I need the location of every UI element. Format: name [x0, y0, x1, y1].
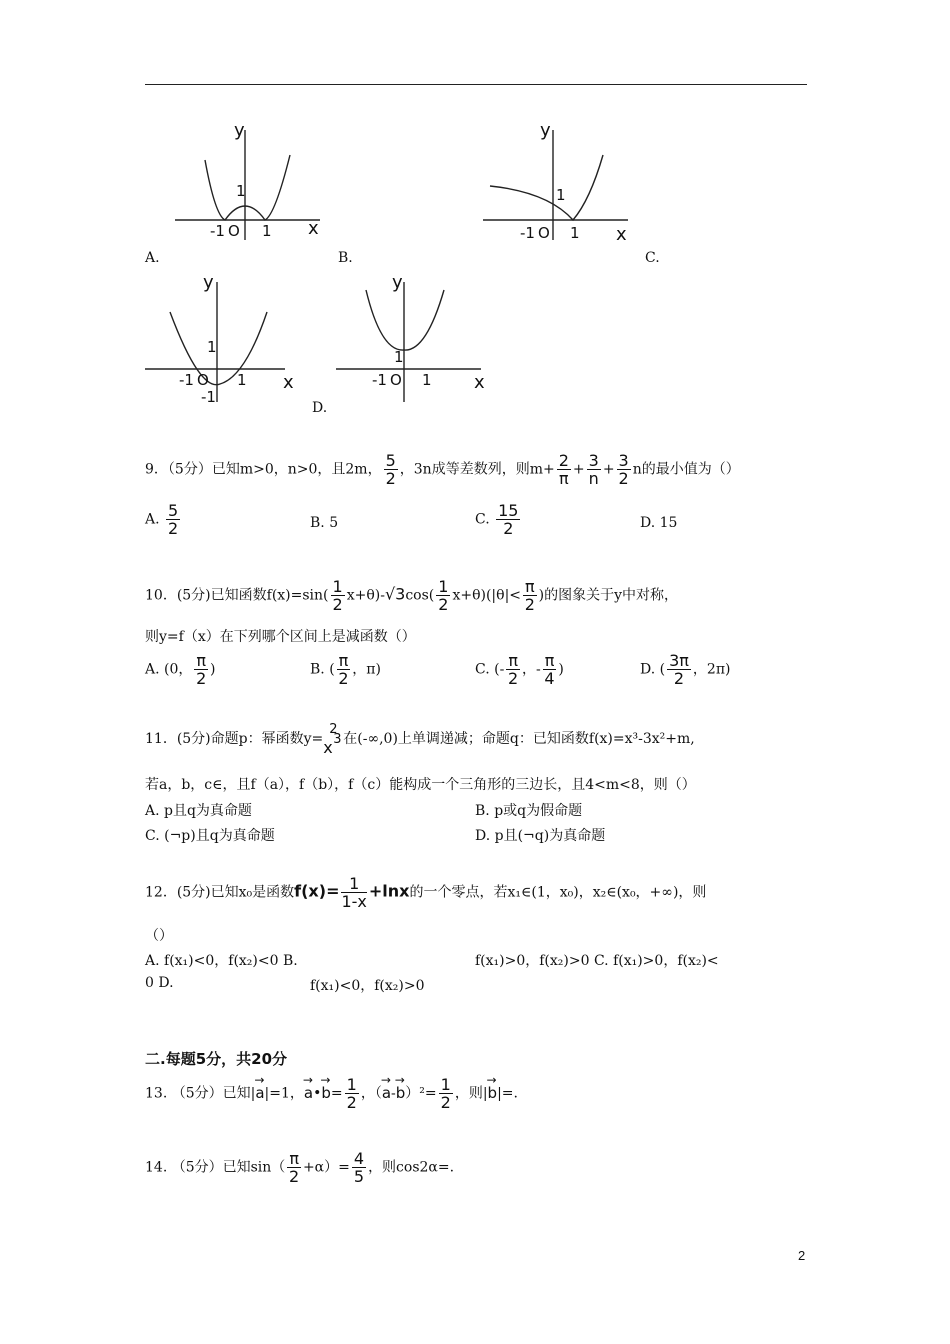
q10-frac-3-den: 2: [524, 595, 535, 614]
q13-text-2: |=1，: [264, 1085, 304, 1102]
q9-frac-2: [557, 452, 571, 487]
q12-lnx: +lnx: [368, 881, 410, 901]
q10-d-1: D. (: [640, 661, 666, 678]
q9-frac-3-num: 3: [588, 451, 599, 470]
q11-stem: [145, 722, 695, 756]
q9-frac-4-den: 2: [618, 469, 629, 488]
q14-text-3: ，则cos2α=.: [368, 1159, 455, 1176]
q12-stem: [145, 875, 706, 910]
q13-dot: •: [313, 1085, 322, 1102]
q11-exp-num: 2: [329, 722, 338, 737]
graph-a-xlabel: x: [308, 218, 319, 239]
q10-text-2: x+θ)-: [346, 587, 385, 604]
graph-d-ylabel: y: [392, 272, 403, 293]
q12-frac-den: 1-x: [341, 892, 367, 911]
q10-d-2: ，2π): [692, 661, 731, 678]
q9-plus-1: +: [572, 461, 585, 478]
graph-b-plot: [478, 120, 638, 245]
q12-frac: [341, 875, 366, 910]
q10-frac-2-den: 2: [438, 595, 449, 614]
q10-b-den: 2: [338, 669, 349, 688]
q11-text-1: 11．(5分)命题p：幂函数y=: [145, 731, 324, 747]
q10-b-1: B. (: [310, 661, 335, 678]
graph-d: [336, 272, 496, 407]
q9-opt-c-den: 2: [503, 519, 514, 538]
q13-vec-b-2: → b: [396, 1084, 406, 1102]
graph-d-xtick-neg1: -1: [372, 371, 387, 389]
section-2-heading: 二.每题5分，共20分: [145, 1050, 288, 1068]
q10-d-frac: [667, 652, 691, 687]
q10-frac-3-num: π: [525, 577, 535, 596]
q11-opt-b: B. p或q为假命题: [475, 803, 583, 819]
q10-d-den: 2: [673, 669, 685, 688]
graph-d-origin: O: [390, 371, 402, 389]
q10-a-den: 2: [196, 669, 207, 688]
q10-frac-3: [523, 578, 537, 613]
graph-a-ylabel: y: [234, 120, 245, 141]
q10-c-3: ): [558, 661, 564, 678]
q14-frac-2: [352, 1150, 366, 1185]
q13-frac-1-num: 1: [346, 1075, 357, 1094]
q10-text-1: 10．(5分)已知函数f(x)=sin(: [145, 587, 329, 604]
graph-c-ytick: 1: [207, 338, 217, 356]
q10-c-den-1: 2: [508, 669, 519, 688]
q9-frac-1: [384, 452, 398, 487]
q10-frac-1-num: 1: [332, 577, 343, 596]
q10-text-5: )的图象关于y中对称，: [538, 587, 679, 604]
q9-opt-d: D. 15: [640, 515, 678, 531]
q13-frac-1-den: 2: [346, 1093, 357, 1112]
q12-fx: f(x)=: [294, 881, 340, 901]
graph-d-ytick: 1: [394, 348, 404, 366]
q13-text-8: |=.: [497, 1085, 518, 1102]
q14-frac-1-num: π: [289, 1149, 299, 1168]
q9-opt-a-den: 2: [168, 519, 179, 538]
q9-frac-2-den: π: [558, 469, 569, 488]
q12-line-4b: f(x₁)<0，f(x₂)>0: [310, 978, 425, 994]
q10-c-1: C. (-: [475, 661, 505, 678]
q9-frac-4: [617, 452, 631, 487]
q12-line-2: （）: [145, 928, 173, 944]
graph-c: [145, 272, 305, 407]
q9-opt-a: A.: [145, 511, 160, 528]
q13-vec-a-3: → a: [382, 1084, 391, 1102]
q14-frac-1-den: 2: [289, 1167, 300, 1186]
graph-a-option: A.: [145, 250, 160, 266]
q11-opt-a: A. p且q为真命题: [145, 803, 252, 819]
q10-c-2: ，-: [521, 661, 541, 678]
q12-line-3b: f(x₁)>0，f(x₂)>0 C. f(x₁)>0，f(x₂)<: [475, 953, 719, 969]
q13-vec-a-2: → a: [304, 1084, 313, 1102]
graph-b-xtick-1: 1: [570, 224, 580, 242]
graph-b-ylabel: y: [540, 120, 551, 141]
q13-text-4: ，（: [360, 1085, 382, 1102]
graph-c-origin: O: [197, 371, 209, 389]
q9-plus-2: +: [602, 461, 615, 478]
q11-text-2: 在(-∞,0)上单调递减；命题q：已知函数f(x)=x³-3x²+m,: [343, 731, 695, 747]
graph-c-xtick-neg1: -1: [179, 371, 194, 389]
q10-frac-2-num: 1: [438, 577, 449, 596]
q10-frac-1-den: 2: [332, 595, 343, 614]
graph-b: [478, 120, 638, 245]
q13-text-3: =: [330, 1085, 343, 1102]
q12-line-3a: A. f(x₁)<0，f(x₂)<0 B.: [145, 953, 298, 969]
q10-b-2: ，π): [352, 661, 381, 678]
header-rule: [145, 84, 807, 85]
graph-d-xtick-1: 1: [422, 371, 432, 389]
graph-c-ylabel: y: [203, 272, 214, 293]
q9-stem: [145, 452, 740, 487]
q11-power: [323, 722, 343, 756]
q11-line-2: 若a，b，c∈，且f（a），f（b），f（c）能构成一个三角形的三边长，且4<m<8，则（）: [145, 777, 696, 793]
q9-text-b: ，3n成等差数列，则m+: [399, 461, 555, 478]
q14-text-2: +α）=: [302, 1159, 350, 1176]
q9-text-a: 9．（5分）已知m>0，n>0，且2m，: [145, 461, 382, 478]
q10-sqrt: √3: [384, 584, 406, 604]
q9-opt-c: C.: [475, 511, 490, 528]
graph-a-origin: O: [228, 222, 240, 240]
q10-c-num-1: π: [508, 651, 518, 670]
graph-d-option: D.: [312, 400, 328, 416]
q13-text-7: ，则|: [454, 1085, 488, 1102]
q13-frac-2: [439, 1076, 453, 1111]
graph-b-xlabel: x: [616, 224, 627, 245]
graph-b-origin: O: [538, 224, 550, 242]
q11-opt-c: C. (¬p)且q为真命题: [145, 828, 275, 844]
q10-c-frac-1: [506, 652, 520, 687]
graph-b-ytick: 1: [556, 186, 566, 204]
q9-opt-c-wrap: [475, 502, 522, 537]
q9-opt-a-num: 5: [168, 501, 179, 520]
q13-vec-b-3: → b: [488, 1084, 498, 1102]
q14-frac-1: [287, 1150, 301, 1185]
graph-b-option: B.: [338, 250, 353, 266]
q14-stem: [145, 1150, 454, 1185]
q13-frac-2-den: 2: [440, 1093, 451, 1112]
q10-frac-1: [331, 578, 345, 613]
q9-frac-1-den: 2: [385, 469, 396, 488]
q13-stem: [145, 1076, 518, 1111]
q10-option-d: [640, 652, 730, 687]
q10-c-num-2: π: [544, 651, 555, 670]
q11-opt-d: D. p且(¬q)为真命题: [475, 828, 606, 844]
q9-opt-b: B. 5: [310, 515, 339, 531]
q13-text-5: -: [391, 1085, 396, 1102]
q10-option-b: [310, 652, 381, 687]
graph-c-option: C.: [645, 250, 660, 266]
q10-c-den-2: 4: [544, 669, 555, 688]
q11-base: x: [323, 738, 333, 757]
q10-text-4: x+θ)(|θ|<: [452, 587, 522, 604]
q10-stem: [145, 578, 678, 613]
q13-vec-b-1: → b: [321, 1084, 331, 1102]
graph-c-ytick-neg1: -1: [201, 388, 216, 406]
q13-frac-1: [345, 1076, 359, 1111]
q12-frac-num: 1: [341, 875, 366, 893]
q12-text-2: 的一个零点，若x₁∈(1，x₀)，x₂∈(x₀，+∞)，则: [409, 884, 707, 901]
graph-c-plot: [145, 272, 305, 407]
q13-frac-2-num: 1: [440, 1075, 451, 1094]
q14-frac-2-num: 4: [353, 1149, 365, 1168]
q10-text-3: cos(: [405, 587, 435, 604]
q10-c-frac-2: [543, 652, 557, 687]
q13-vec-a-1: → a: [255, 1084, 264, 1102]
q10-a-frac: [194, 652, 208, 687]
q12-text-1: 12．(5分)已知x₀是函数: [145, 884, 295, 901]
q10-line-2: 则y=f（x）在下列哪个区间上是减函数（）: [145, 629, 416, 645]
q14-text-1: 14. （5分）已知sin（: [145, 1159, 286, 1176]
page-number: 2: [798, 1248, 806, 1263]
q9-opt-a-frac: [166, 502, 180, 537]
q10-a-num: π: [196, 651, 207, 670]
graph-a: [170, 120, 330, 245]
q10-a-1: A. (0，: [145, 661, 193, 678]
q9-text-c: n的最小值为（）: [632, 461, 740, 478]
graph-b-xtick-neg1: -1: [520, 224, 535, 242]
q10-a-2: ): [210, 661, 216, 678]
graph-a-plot: [170, 120, 330, 245]
q13-text-1: 13. （5分）已知|: [145, 1085, 256, 1102]
q9-opt-c-num: 15: [498, 501, 519, 520]
q9-frac-2-num: 2: [558, 451, 569, 470]
graph-d-xlabel: x: [474, 372, 485, 393]
q9-frac-1-num: 5: [385, 451, 396, 470]
q10-b-num: π: [338, 651, 349, 670]
graph-c-xtick-1: 1: [237, 371, 247, 389]
q10-frac-2: [436, 578, 450, 613]
graph-a-xtick-neg1: -1: [210, 222, 225, 240]
graph-a-ytick: 1: [236, 182, 246, 200]
q10-option-c: [475, 652, 564, 687]
q12-line-4a: 0 D.: [145, 975, 174, 991]
q13-text-6: ）²=: [405, 1085, 437, 1102]
q9-frac-3-den: n: [588, 469, 599, 488]
graph-d-plot: [336, 272, 496, 407]
q10-option-a: [145, 652, 216, 687]
q9-frac-3: [587, 452, 601, 487]
q14-frac-2-den: 5: [353, 1167, 365, 1186]
graph-c-xlabel: x: [283, 372, 294, 393]
graph-a-xtick-1: 1: [262, 222, 272, 240]
q10-b-frac: [337, 652, 351, 687]
q10-d-num: 3π: [669, 651, 689, 670]
q11-exp-den: 3: [333, 732, 342, 747]
q9-opt-c-frac: [496, 502, 520, 537]
q9-frac-4-num: 3: [618, 451, 629, 470]
q9-options: [145, 502, 182, 537]
